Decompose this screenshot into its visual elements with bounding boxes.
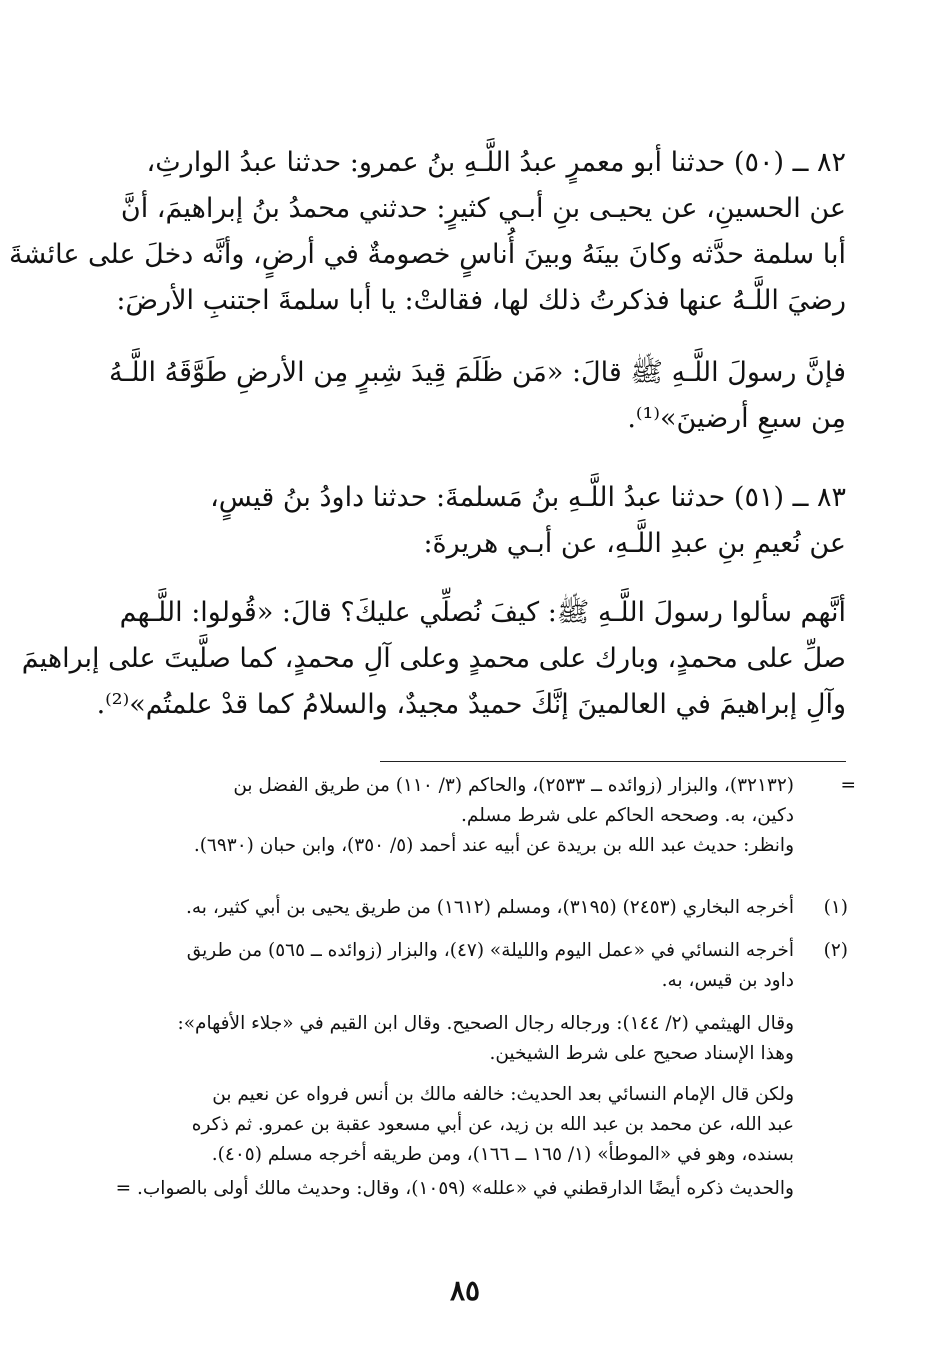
- footnote-continuation-line-2: [140, 801, 846, 831]
- footnote-1: [140, 893, 846, 923]
- footnote-2-text: ولكن قال الإمام النسائي بعد الحديث: خالفه مالك بن أنس فرواه عن نعيم بن: [212, 1084, 794, 1105]
- hadith-82-line-3: أبا سلمة حدَّثه وكانَ بينَهُ وبينَ أُناسٍ خصومةٌ في أرضٍ، وأنَّه دخلَ على عائشةَ: [9, 239, 846, 270]
- footnote-continuation-line-3: [140, 831, 846, 861]
- hadith-83-quote-line-2: صلِّ على محمدٍ، وبارك على محمدٍ وعلى آلِ محمدٍ، كما صلَّيتَ على إبراهيمَ: [21, 643, 846, 674]
- footnote-2-line-6: [140, 1110, 846, 1140]
- footnote-2-number: (٢): [823, 940, 848, 961]
- hadith-82-line-4: رضيَ اللَّـهُ عنها فذكرتُ ذلك لها، فقالتْ: يا أبا سلمةَ اجتنبِ الأرضَ:: [116, 285, 846, 316]
- continuation-marker: =: [840, 775, 856, 796]
- footnote-2-text: داود بن قيس، به.: [661, 970, 794, 991]
- footnote-2-line-7: [140, 1140, 846, 1170]
- footnote-2-line-4: [140, 1039, 846, 1069]
- hadith-82-line-2: عن الحسينِ، عن يحيـى بنِ أبـي كثيرٍ: حدثني محمدُ بنُ إبراهيمَ، أنَّ: [120, 193, 846, 224]
- page-number: ٨٥: [449, 1274, 481, 1307]
- footnote-text: دكين، به. وصححه الحاكم على شرط مسلم.: [461, 805, 794, 826]
- footnote-2-text: والحديث ذكره أيضًا الدارقطني في «علله» (١٠٥٩)، وقال: وحديث مالك أولى بالصواب. =: [115, 1178, 794, 1199]
- hadith-82-quote-line-1: فإنَّ رسولَ اللَّـهِ ﷺ قالَ: «مَن ظَلَمَ قِيدَ شِبرٍ مِن الأرضِ طَوَّقَهُ اللَّـهُ: [109, 357, 846, 388]
- footnote-separator: [380, 761, 846, 762]
- footnote-2-line-2: [140, 966, 846, 996]
- hadith-82-line-1: ٨٢ ــ (٥٠) حدثنا أبو معمرٍ عبدُ اللَّـهِ بنُ عمرو: حدثنا عبدُ الوارثِ،: [146, 147, 846, 178]
- footnote-2-line-5: [140, 1080, 846, 1110]
- footnote-2-line-3: [140, 1009, 846, 1039]
- hadith-83-quote-line-3: وآلِ إبراهيمَ في العالمينَ إنَّكَ حميدٌ مجيدٌ، والسلامُ كما قدْ علمتُم»⁽²⁾.: [96, 689, 846, 720]
- footnote-continuation-line-1: [140, 771, 856, 801]
- footnote-text: وانظر: حديث عبد الله بن بريدة عن أبيه عند أحمد (٥/ ٣٥٠)، وابن حبان (٦٩٣٠).: [193, 835, 794, 856]
- footnote-1-number: (١): [823, 897, 848, 918]
- footnote-2-text: عبد الله، عن محمد بن عبد الله بن زيد، عن أبي مسعود عقبة بن عمرو. ثم ذكره: [191, 1114, 794, 1135]
- footnote-1-text: أخرجه البخاري (٢٤٥٣) (٣١٩٥)، ومسلم (١٦١٢) من طريق يحيى بن أبي كثير، به.: [185, 897, 794, 918]
- footnote-2-text: وهذا الإسناد صحيح على شرط الشيخين.: [489, 1043, 794, 1064]
- footnote-2-text: وقال الهيثمي (٢/ ١٤٤): ورجاله رجال الصحيح. وقال ابن القيم في «جلاء الأفهام»:: [177, 1013, 794, 1034]
- footnote-text: (٣٢١٣٢)، والبزار (زوائده ــ ٢٥٣٣)، والحاكم (٣/ ١١٠) من طريق الفضل بن: [233, 775, 794, 796]
- footnote-2-text: أخرجه النسائي في «عمل اليوم والليلة» (٤٧)، والبزار (زوائده ــ ٥٦٥) من طريق: [186, 940, 794, 961]
- footnote-2-text: بسنده، وهو في «الموطأ» (١/ ١٦٥ ــ ١٦٦)، ومن طريقه أخرجه مسلم (٤٠٥).: [211, 1144, 794, 1165]
- footnote-2-line-1: [140, 936, 846, 966]
- hadith-83-quote-line-1: أنَّهم سألوا رسولَ اللَّـهِ ﷺ: كيفَ نُصلِّي عليكَ؟ قالَ: «قُولوا: اللَّـهم: [119, 597, 846, 628]
- footnote-2-line-8: [115, 1174, 846, 1204]
- hadith-83-line-1: ٨٣ ــ (٥١) حدثنا عبدُ اللَّـهِ بنُ مَسلمةَ: حدثنا داودُ بنُ قيسٍ،: [210, 482, 846, 513]
- hadith-82-quote-line-2: مِن سبعِ أرضينَ»⁽¹⁾.: [627, 403, 846, 434]
- hadith-83-line-2: عن نُعيمِ بنِ عبدِ اللَّـهِ، عن أبـي هريرةَ:: [423, 528, 846, 559]
